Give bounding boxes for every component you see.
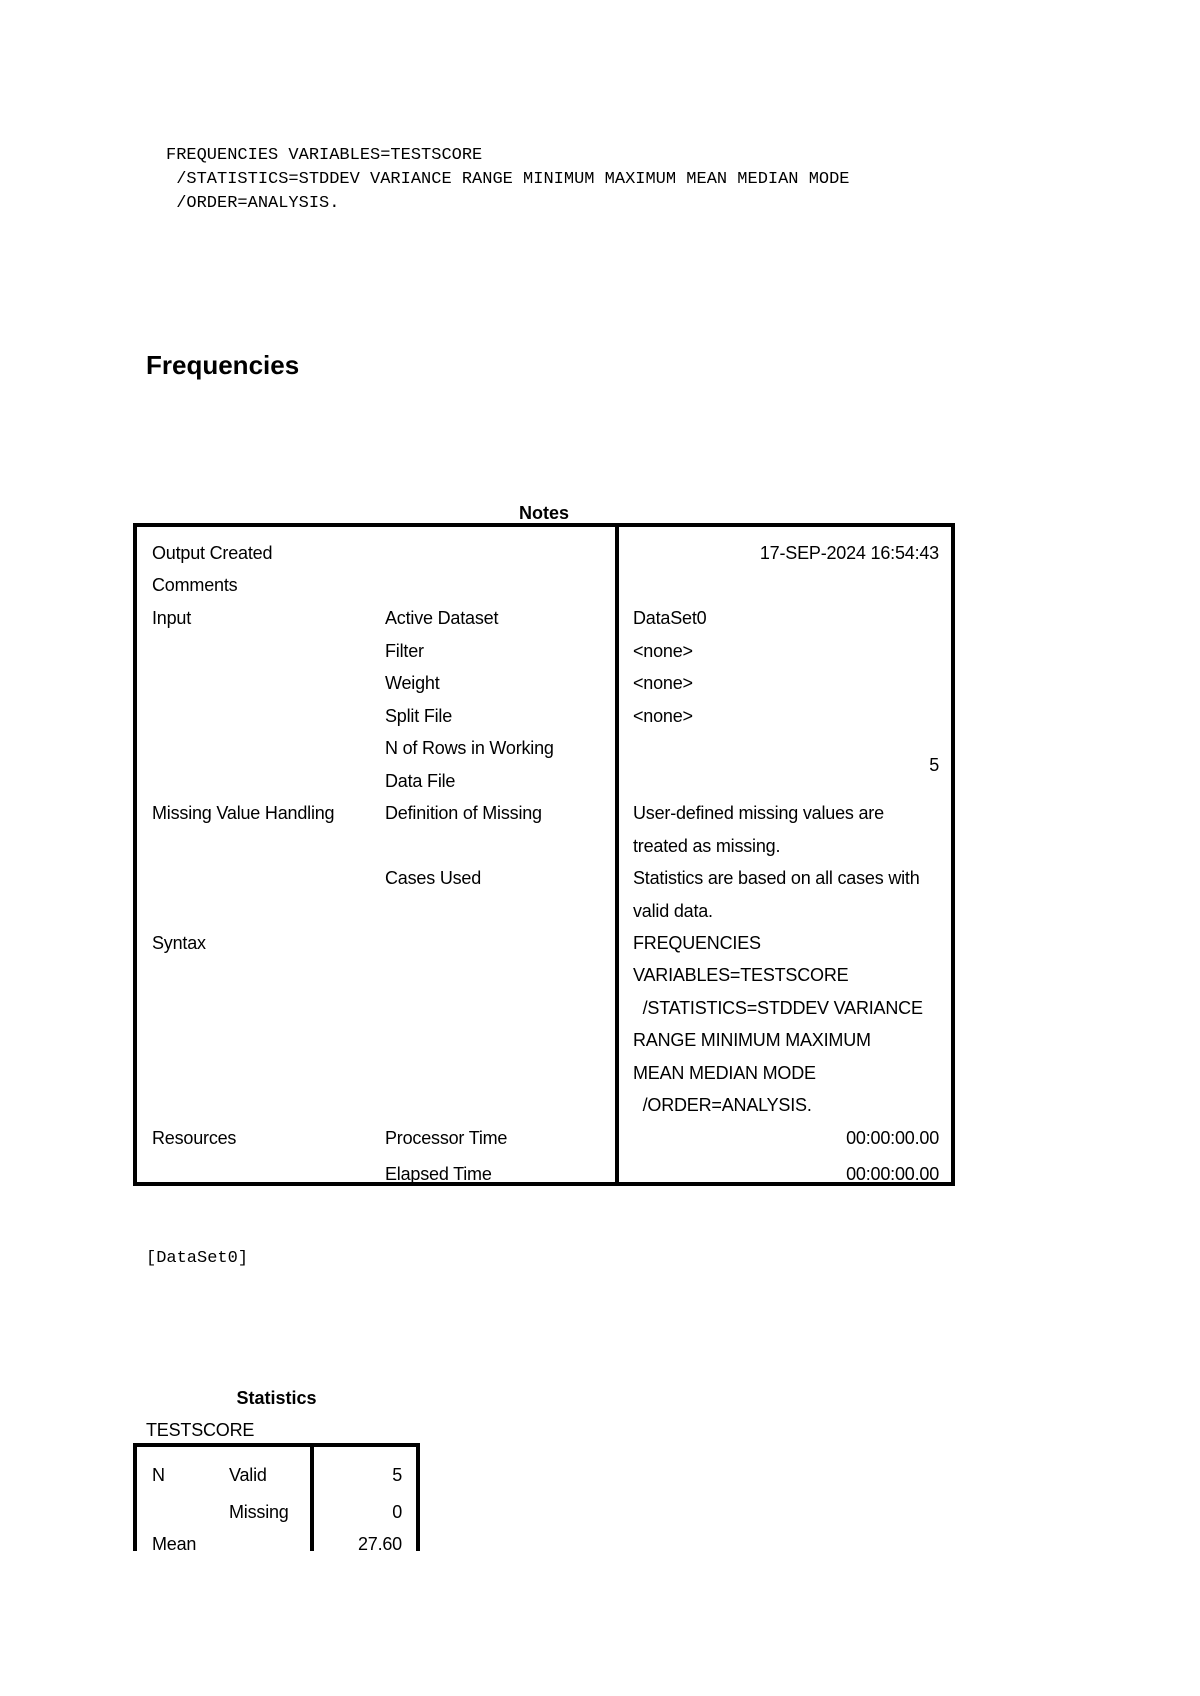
syntax-value-line: MEAN MEDIAN MODE xyxy=(633,1063,816,1083)
page-title: Frequencies xyxy=(146,350,300,380)
syntax-echo xyxy=(166,144,850,216)
missing-value: 0 xyxy=(392,1502,402,1522)
valid-label: Valid xyxy=(229,1465,267,1485)
definition-of-missing-label: Definition of Missing xyxy=(385,803,542,823)
syntax-value-line: /STATISTICS=STDDEV VARIANCE xyxy=(633,998,923,1018)
mean-label: Mean xyxy=(152,1534,197,1554)
missing-label: Missing xyxy=(229,1502,289,1522)
split-file-label: Split File xyxy=(385,706,453,726)
notes-column-divider xyxy=(615,527,619,1182)
statistics-column-divider xyxy=(310,1447,314,1551)
statistics-caption: Statistics xyxy=(236,1388,317,1408)
syntax-value-line: RANGE MINIMUM MAXIMUM xyxy=(633,1030,871,1050)
notes-table xyxy=(133,523,955,1186)
definition-of-missing-value: User-defined missing values are treated as missing. xyxy=(633,803,884,856)
weight-value: <none> xyxy=(633,673,693,693)
active-dataset-value: DataSet0 xyxy=(633,608,707,628)
statistics-table xyxy=(133,1443,420,1554)
syntax-line: /ORDER=ANALYSIS. xyxy=(166,194,340,213)
elapsed-time-value: 00:00:00.00 xyxy=(846,1164,939,1184)
n-rows-label-line1: N of Rows in Working xyxy=(385,738,554,758)
syntax-value-line: FREQUENCIES xyxy=(633,933,761,953)
weight-label: Weight xyxy=(385,673,440,693)
filter-value: <none> xyxy=(633,641,693,661)
syntax-line: /STATISTICS=STDDEV VARIANCE RANGE MINIMUM MAXIMUM MEAN MEDIAN MODE xyxy=(166,170,850,189)
syntax-value-line: VARIABLES=TESTSCORE xyxy=(633,965,849,985)
notes-caption: Notes xyxy=(518,503,569,523)
valid-value: 5 xyxy=(392,1465,402,1485)
syntax-line: FREQUENCIES VARIABLES=TESTSCORE xyxy=(166,146,483,165)
syntax-value-line: /ORDER=ANALYSIS. xyxy=(633,1095,812,1115)
n-rows-value: 5 xyxy=(929,755,939,775)
cases-used-label: Cases Used xyxy=(385,868,482,888)
n-label: N xyxy=(152,1465,165,1485)
comments-label: Comments xyxy=(152,575,238,595)
dataset-tag: [DataSet0] xyxy=(146,1249,249,1268)
elapsed-time-label: Elapsed Time xyxy=(385,1164,492,1184)
output-created-value: 17-SEP-2024 16:54:43 xyxy=(759,543,939,563)
cases-used-value: Statistics are based on all cases with valid data. xyxy=(633,868,920,921)
split-file-value: <none> xyxy=(633,706,693,726)
active-dataset-label: Active Dataset xyxy=(385,608,499,628)
input-label: Input xyxy=(152,608,192,628)
syntax-label: Syntax xyxy=(152,933,206,953)
processor-time-value: 00:00:00.00 xyxy=(846,1128,939,1148)
processor-time-label: Processor Time xyxy=(385,1128,508,1148)
resources-label: Resources xyxy=(152,1128,237,1148)
output-created-label: Output Created xyxy=(152,543,273,563)
statistics-variable-label: TESTSCORE xyxy=(146,1420,255,1440)
mean-value: 27.60 xyxy=(357,1534,402,1554)
n-rows-label-line2: Data File xyxy=(385,771,456,791)
filter-label: Filter xyxy=(385,641,424,661)
missing-value-handling-label: Missing Value Handling xyxy=(152,803,335,823)
